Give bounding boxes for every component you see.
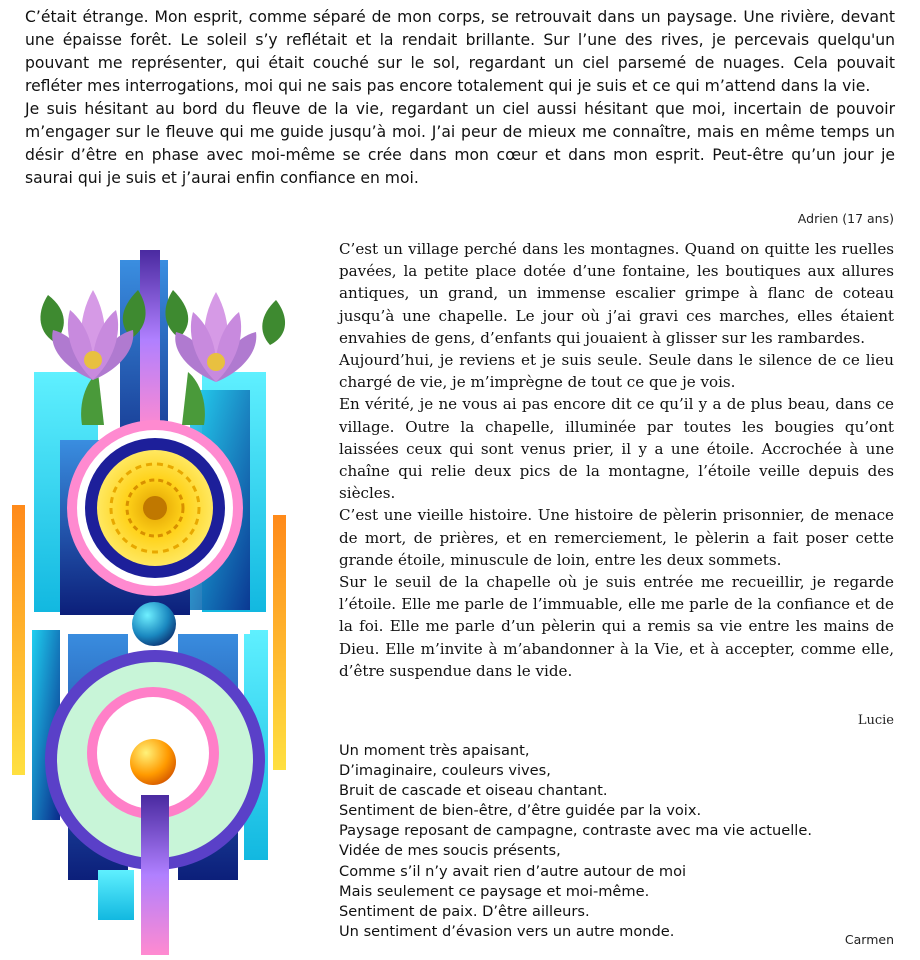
poem-line: Mais seulement ce paysage et moi-même. <box>339 882 650 900</box>
poem-line: D’imaginaire, couleurs vives, <box>339 762 551 780</box>
carmen-signature: Carmen <box>844 932 894 947</box>
yellow-flower-icon <box>97 450 213 566</box>
poem-line: Un sentiment d’évasion vers un autre monde. <box>339 922 675 940</box>
poem-line: Vidée de mes soucis présents, <box>339 842 561 860</box>
adrien-signature: Adrien (17 ans) <box>797 211 894 226</box>
poem-line: Sentiment de bien-être, d’être guidée par la voix. <box>339 802 702 820</box>
poem-line: Bruit de cascade et oiseau chantant. <box>339 782 608 800</box>
poem-line: Paysage reposant de campagne, contraste avec ma vie actuelle. <box>339 822 812 840</box>
lucie-paragraph-3: En vérité, je ne vous ai pas encore dit ce qu’il y a de plus beau, dans ce village. Outre la chapelle, illuminée par toutes les bougies qu’ont laissées ceux qui sont venus prier, il y a une étoile. Accrochée à une chaîne qui relie deux pics de la montagne, l’étoile veille depuis des siècles. <box>339 395 894 503</box>
poem-line: Comme s’il n’y avait rien d’autre autour de moi <box>339 862 687 880</box>
lucie-paragraph-1: C’est un village perché dans les montagnes. Quand on quitte les ruelles pavées, la petite place dotée d’une fontaine, les boutiques aux allures antiques, un grand, un immense escalier grimpe à flanc de coteau jusqu’à une chapelle. Le jour où j’ai gravi ces marches, elles étaient envahies de gens, d’enfants qui jouaient à glisser sur les rambardes. <box>339 240 894 347</box>
lucie-paragraph-4: C’est une vieille histoire. Une histoire de pèlerin prisonnier, de menace de mort, de prières, et en remerciement, le pèlerin a fait poser cette grande étoile, minuscule de loin, entre les deux sommets. <box>339 506 894 569</box>
carmen-poem <box>339 741 839 942</box>
poem-line: Sentiment de paix. D’être ailleurs. <box>339 902 590 920</box>
decorative-illustration <box>8 250 308 960</box>
adrien-text <box>25 6 895 190</box>
lucie-signature: Lucie <box>857 713 894 728</box>
poem-line: Un moment très apaisant, <box>339 742 530 759</box>
lucie-paragraph-5: Sur le seuil de la chapelle où je suis entrée me recueillir, je regarde l’étoile. Elle me parle de l’immuable, elle me parle de la confiance et de la foi. Elle me parle d’un pèlerin qui a remis sa vie entre les mains de Dieu. Elle m’invite à m’abandonner à la Vie, et à accepter, comme elle, d’être suspendue dans le vide. <box>339 573 894 680</box>
lucie-paragraph-2: Aujourd’hui, je reviens et je suis seule. Seule dans le silence de ce lieu chargé de vie, je m’imprègne de tout ce que je vois. <box>339 351 894 392</box>
adrien-paragraph-2: Je suis hésitant au bord du fleuve de la vie, regardant un ciel aussi hésitant que moi, incertain de pouvoir m’engager sur le fleuve qui me guide jusqu’à moi. J’ai peur de mieux me connaître, mais en même temps un désir d’être en phase avec moi-même se crée dans mon cœur et dans mon esprit. Peut-être qu’un jour je saurai qui je suis et j’aurai enfin confiance en moi. <box>25 100 895 187</box>
adrien-paragraph-1: C’était étrange. Mon esprit, comme séparé de mon corps, se retrouvait dans un paysage. Une rivière, devant une épaisse forêt. Le soleil s’y reflétait et la rendait brillante. Sur l’une des rives, je percevais quelqu'un pouvant me représenter, qui était couché sur le sol, regardant un ciel parsemé de nuages. Cela pouvait refléter mes interrogations, moi qui ne sais pas encore totalement qui je suis et ce qui m’attend dans la vie. <box>25 8 895 95</box>
lucie-text <box>339 238 894 682</box>
